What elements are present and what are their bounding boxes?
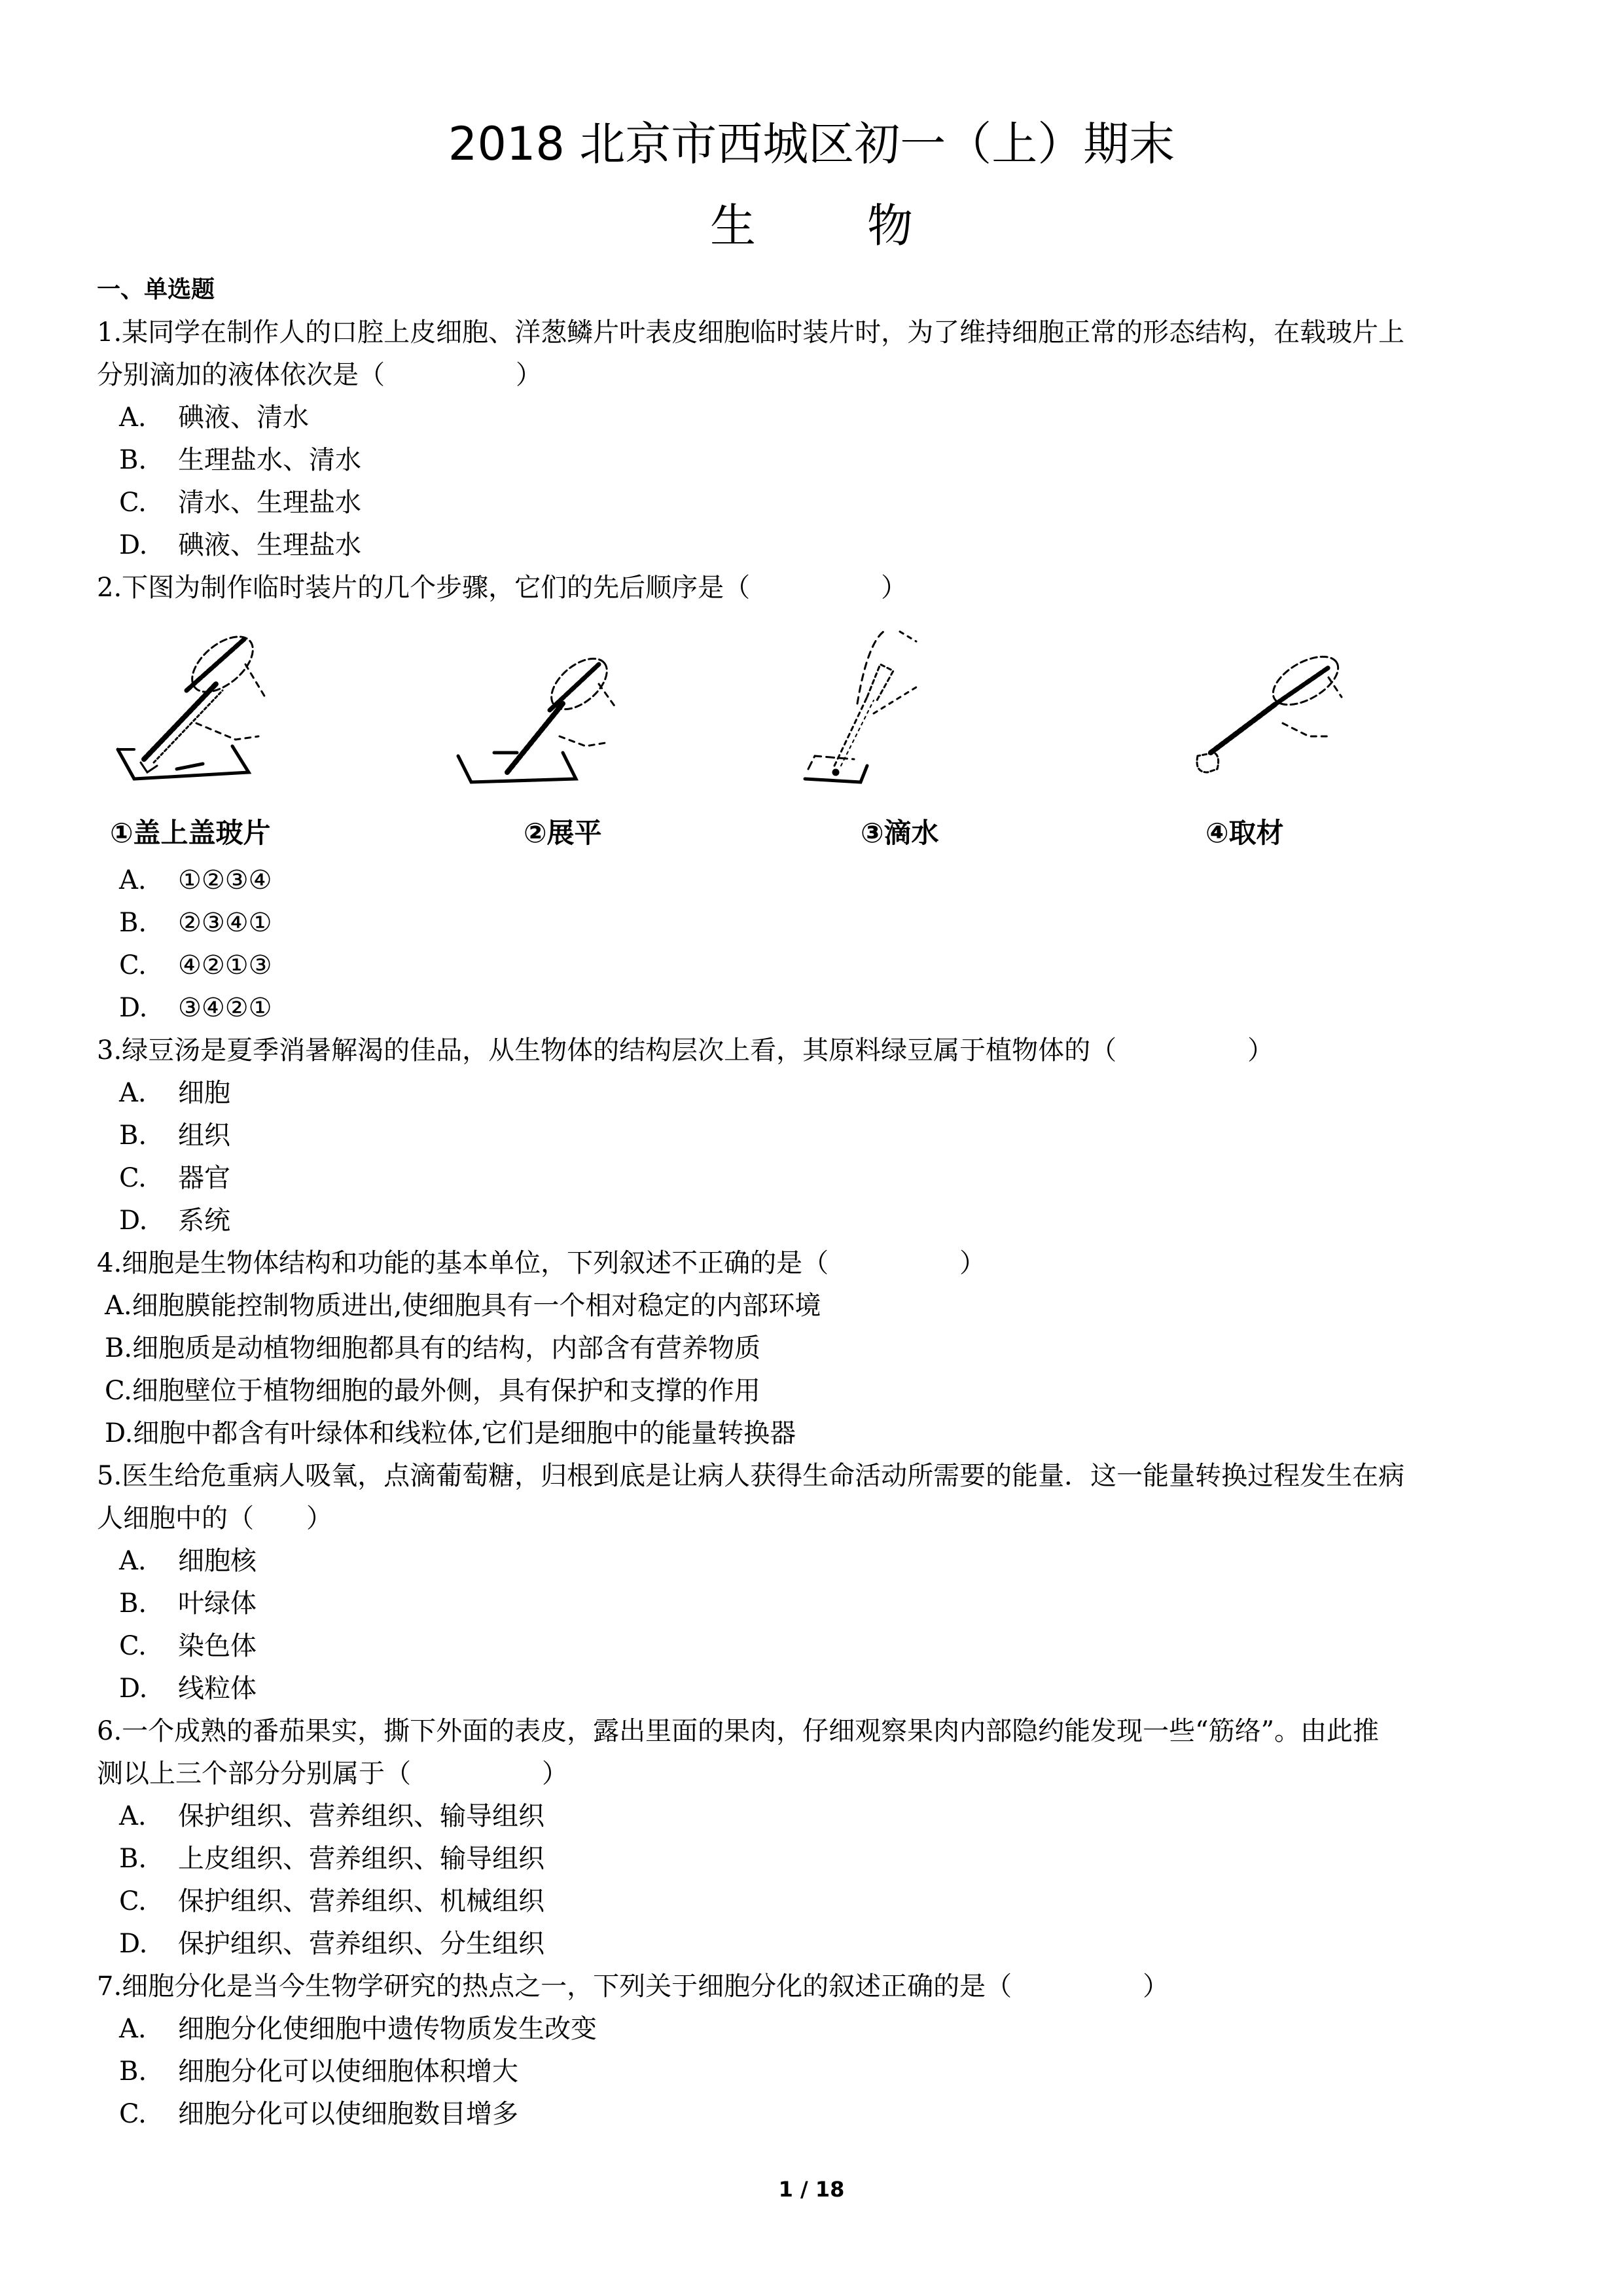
question-text: 6.一个成熟的番茄果实，撕下外面的表皮，露出里面的果肉，仔细观察果肉内部隐约能发现一些“筋络”。由此推	[97, 1716, 1380, 1746]
option-text: 系统	[178, 1206, 230, 1236]
option-c[interactable]	[119, 1160, 230, 1196]
option-b[interactable]	[119, 905, 272, 941]
option-text: 叶绿体	[178, 1588, 257, 1619]
option-text: 细胞核	[178, 1546, 257, 1576]
option-letter: C.	[119, 488, 147, 518]
option-a[interactable]	[119, 1798, 544, 1835]
option-letter: D.	[119, 993, 148, 1023]
option-a[interactable]	[105, 1287, 821, 1324]
option-d[interactable]	[119, 1926, 544, 1962]
option-letter: D.	[119, 1929, 148, 1959]
question-text: 测以上三个部分分别属于（ ）	[97, 1759, 568, 1789]
option-letter: B.	[119, 908, 147, 938]
option-letter: C.	[119, 1163, 147, 1193]
option-b[interactable]	[119, 1585, 257, 1622]
question-text: 4.细胞是生物体结构和功能的基本单位，下列叙述不正确的是（ ）	[97, 1248, 986, 1278]
option-text: 细胞中都含有叶绿体和线粒体,它们是细胞中的能量转换器	[133, 1418, 796, 1448]
option-text: ④②①③	[178, 950, 272, 980]
option-a[interactable]	[119, 399, 309, 436]
question-text: 1.某同学在制作人的口腔上皮细胞、洋葱鳞片叶表皮细胞临时装片时，为了维持细胞正常的形态结构，在载玻片上	[97, 317, 1405, 348]
question-text: 人细胞中的（ ）	[97, 1503, 332, 1534]
section-heading: 一、单选题	[97, 276, 215, 303]
option-b[interactable]	[119, 1117, 230, 1154]
option-b[interactable]	[119, 442, 361, 478]
option-a[interactable]	[119, 1075, 230, 1111]
figure-step-3-label: ③滴水	[861, 817, 939, 849]
option-text: 组织	[178, 1121, 230, 1151]
option-letter: B.	[119, 445, 147, 475]
option-text: 细胞分化可以使细胞体积增大	[178, 2056, 518, 2087]
option-text: 细胞壁位于植物细胞的最外侧，具有保护和支撑的作用	[132, 1376, 760, 1406]
option-a[interactable]	[119, 862, 272, 899]
option-c[interactable]	[119, 2096, 518, 2132]
option-c[interactable]	[119, 1628, 257, 1664]
option-d[interactable]	[105, 1415, 796, 1452]
option-letter: C.	[105, 1376, 132, 1406]
option-d[interactable]	[119, 527, 361, 564]
option-text: 保护组织、营养组织、输导组织	[178, 1801, 544, 1831]
option-letter: A.	[119, 2014, 147, 2044]
subject-char-2: 物	[867, 199, 913, 253]
option-b[interactable]	[119, 2053, 518, 2090]
option-d[interactable]	[119, 1670, 257, 1707]
question-text: 分别滴加的液体依次是（ ）	[97, 360, 542, 390]
option-d[interactable]	[119, 1202, 230, 1239]
option-text: 碘液、生理盐水	[178, 530, 361, 560]
option-letter: B.	[119, 1121, 147, 1151]
option-letter: C.	[119, 1631, 147, 1661]
option-letter: B.	[105, 1333, 133, 1363]
option-b[interactable]	[119, 1840, 544, 1877]
document-title: 2018 北京市西城区初一（上）期末	[448, 117, 1175, 171]
subject-title	[0, 196, 1623, 255]
option-letter: D.	[119, 1674, 148, 1704]
option-text: 线粒体	[178, 1674, 257, 1704]
option-letter: C.	[119, 1886, 147, 1916]
option-text: ②③④①	[178, 908, 272, 938]
option-text: 细胞质是动植物细胞都具有的结构，内部含有营养物质	[132, 1333, 761, 1363]
option-text: 细胞膜能控制物质进出,使细胞具有一个相对稳定的内部环境	[132, 1291, 821, 1321]
option-letter: B.	[119, 1844, 147, 1874]
option-text: 保护组织、营养组织、分生组织	[178, 1929, 544, 1959]
option-text: ③④②①	[178, 993, 272, 1023]
option-letter: B.	[119, 1588, 147, 1619]
option-d[interactable]	[119, 990, 272, 1026]
question-text: 2.下图为制作临时装片的几个步骤，它们的先后顺序是（ ）	[97, 573, 908, 603]
figure-step-1-label: ①盖上盖玻片	[110, 817, 271, 849]
option-letter: A.	[119, 403, 147, 433]
question-text: 5.医生给危重病人吸氧，点滴葡萄糖，归根到底是让病人获得生命活动所需要的能量．这一能量转换过程发生在病	[97, 1461, 1405, 1491]
option-a[interactable]	[119, 2011, 597, 2047]
option-c[interactable]	[119, 484, 361, 521]
option-letter: D.	[119, 530, 148, 560]
option-c[interactable]	[119, 1883, 544, 1920]
option-letter: D.	[119, 1206, 148, 1236]
option-c[interactable]	[119, 947, 272, 984]
option-a[interactable]	[119, 1543, 257, 1579]
option-letter: A.	[119, 865, 147, 895]
option-letter: A.	[119, 1546, 147, 1576]
option-text: 保护组织、营养组织、机械组织	[178, 1886, 544, 1916]
option-b[interactable]	[105, 1330, 760, 1367]
question-text: 3.绿豆汤是夏季消暑解渴的佳品，从生物体的结构层次上看，其原料绿豆属于植物体的（ ）	[97, 1035, 1274, 1066]
option-letter: B.	[119, 2056, 147, 2087]
page-number: 1 / 18	[778, 2177, 845, 2202]
option-letter: D.	[105, 1418, 134, 1448]
option-text: 细胞	[178, 1078, 230, 1108]
option-letter: A.	[119, 1078, 147, 1108]
option-letter: C.	[119, 950, 147, 980]
option-text: 生理盐水、清水	[178, 445, 361, 475]
option-letter: A.	[119, 1801, 147, 1831]
option-text: 细胞分化使细胞中遗传物质发生改变	[178, 2014, 597, 2044]
option-text: ①②③④	[178, 865, 272, 895]
option-text: 上皮组织、营养组织、输导组织	[178, 1844, 544, 1874]
option-text: 碘液、清水	[178, 403, 309, 433]
subject-char-1: 生	[710, 199, 756, 253]
figure-step-2-label: ②展平	[524, 817, 602, 849]
option-text: 染色体	[178, 1631, 257, 1661]
option-letter: A.	[105, 1291, 132, 1321]
question-text: 7.细胞分化是当今生物学研究的热点之一，下列关于细胞分化的叙述正确的是（ ）	[97, 1971, 1169, 2001]
figure-step-4-label: ④取材	[1205, 817, 1284, 849]
option-text: 器官	[178, 1163, 230, 1193]
option-text: 细胞分化可以使细胞数目增多	[178, 2099, 518, 2129]
option-c[interactable]	[105, 1372, 760, 1409]
option-letter: C.	[119, 2099, 147, 2129]
option-text: 清水、生理盐水	[178, 488, 361, 518]
